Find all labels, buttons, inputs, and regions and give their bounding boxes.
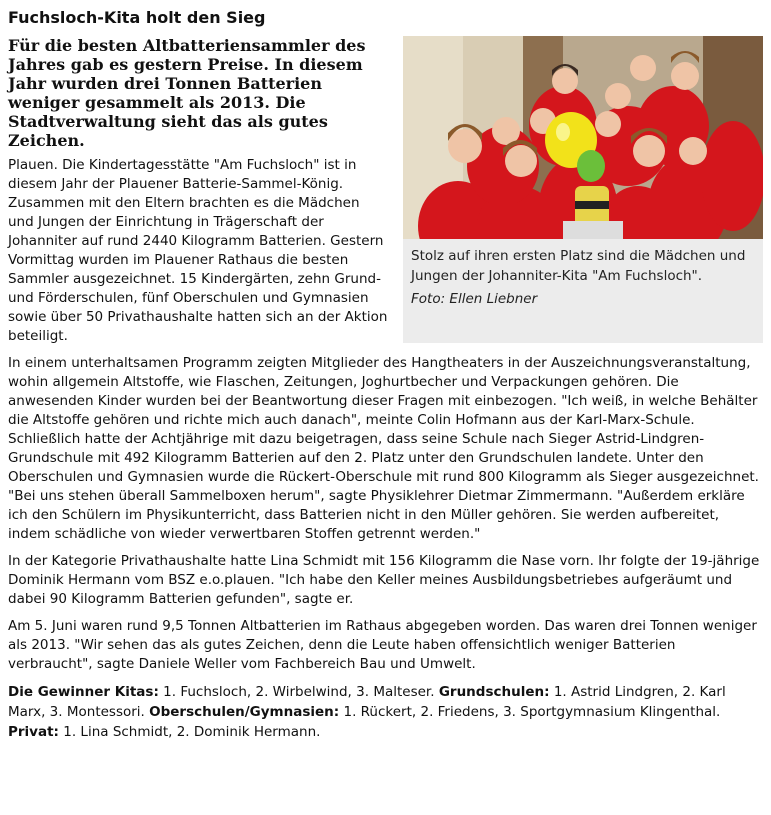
winners-grund-label: Grundschulen: <box>438 684 550 700</box>
paragraph-1: Plauen. Die Kindertagesstätte "Am Fuchsloch" ist in diesem Jahr der Plauener Batterie-Sammel-König. Zusammen mit den Eltern brachten es die Mädchen und Jungen der Einrichtung in Trägerschaft der Johanniter auf rund 2440 Kilogramm Batterien. Gestern Vormittag wurden im Plauener Rathaus die besten Sammler ausgezeichnet. 15 Kindergärten, zehn Grund- und Förderschulen, fünf Oberschulen und Gymnasien sowie über 50 Privathaushalte hatten sich an der Aktion beteiligt. <box>8 157 388 344</box>
winners-ober-label: Oberschulen/Gymnasien: <box>149 704 340 720</box>
paragraph-4: Am 5. Juni waren rund 9,5 Tonnen Altbatterien im Rathaus abgegeben worden. Das waren drei Tonnen weniger als 2013. "Wir sehen das als gutes Zeichen, denn die Leute haben offensichtlich weniger Batterien verbraucht", sagte Daniele Weller vom Fachbereich Bau und Umwelt. <box>8 618 757 672</box>
paragraph-3: In der Kategorie Privathaushalte hatte Lina Schmidt mit 156 Kilogramm die Nase vorn. Ihr folgte der 19-jährige Dominik Hermann vom BSZ e.o.plauen. "Ich habe den Keller meines Ausbildungsbetriebes aufgeräumt und dabei 90 Kilogramm Batterien gefunden", sagte er. <box>8 553 760 607</box>
winners-ober-text: 1. Rückert, 2. Friedens, 3. Sportgymnasium Klingenthal. <box>343 704 721 720</box>
article-title: Fuchsloch-Kita holt den Sieg <box>8 8 266 27</box>
winners-kitas-label: Die Gewinner Kitas: <box>8 684 159 700</box>
photo-caption: Stolz auf ihren ersten Platz sind die Mädchen und Jungen der Johanniter-Kita "Am Fuchsloch". <box>411 248 746 284</box>
article <box>8 8 763 742</box>
winners-privat-label: Privat: <box>8 724 59 740</box>
paragraph-2: In einem unterhaltsamen Programm zeigten Mitglieder des Hangtheaters in der Auszeichnungsveranstaltung, wohin allgemein Altstoffe, wie Flaschen, Zeitungen, Joghurtbecher und Verpackungen gehören. Die anwesenden Kinder wurden bei der Beantwortung dieser Fragen mit einbezogen. "Ich weiß, in welche Behälter die Altstoffe gehören und richte mich auch danach", meinte Colin Hofmann aus der Karl-Marx-Schule. Schließlich hatte der Achtjährige mit dazu beigetragen, dass seine Schule nach Sieger Astrid-Lindgren-Grundschule mit 492 Kilogramm Batterien auf den 2. Platz unter den Grundschulen landete. Unter den Oberschulen und Gymnasien wurde die Rückert-Oberschule mit rund 800 Kilogramm als Sieger ausgezeichnet. "Bei uns stehen überall Sammelboxen herum", sagte Physiklehrer Dietmar Zimmermann. "Außerdem erkläre ich den Schülern im Physikunterricht, dass Batterien nicht in den Müller gehören. Sie werden aufbereitet, indem schädliche von wieder verwertbaren Stoffen getrennt werden." <box>8 355 759 542</box>
article-lead: Für die besten Altbatteriensammler des Jahres gab es gestern Preise. In diesem Jahr wurden drei Tonnen Batterien weniger gesammelt als 2013. Die Stadtverwaltung sieht das als gutes Zeichen. <box>8 36 366 150</box>
winners-kitas-text: 1. Fuchsloch, 2. Wirbelwind, 3. Malteser. <box>163 684 435 700</box>
winners-privat-text: 1. Lina Schmidt, 2. Dominik Hermann. <box>63 724 321 740</box>
winners-list <box>8 682 763 742</box>
winners-grund-text: 1. Astrid Lindgren, 2. Karl Marx, 3. Montessori. <box>8 684 726 720</box>
photo-box <box>403 36 763 343</box>
group-photo <box>403 36 763 239</box>
photo-credit: Foto: Ellen Liebner <box>411 291 538 307</box>
